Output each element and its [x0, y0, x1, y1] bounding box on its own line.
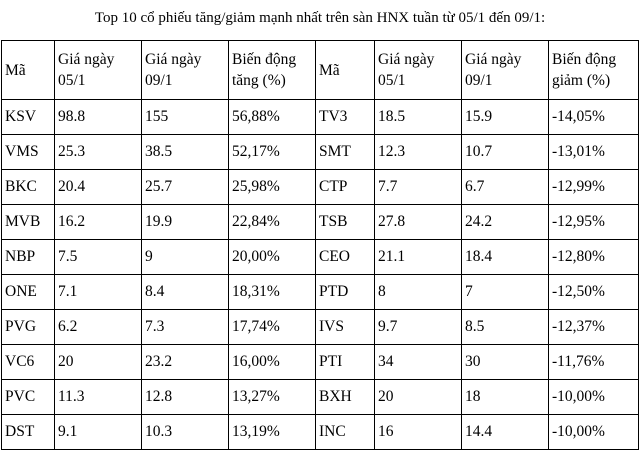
- gainer-price-0901: 19.9: [142, 205, 229, 240]
- gainer-change: 22,84%: [229, 205, 316, 240]
- gainer-change: 18,31%: [229, 275, 316, 310]
- table-row: [2, 415, 639, 450]
- gainer-code: VMS: [2, 135, 55, 170]
- loser-price-0501: 16: [375, 415, 462, 450]
- gainer-price-0901: 23.2: [142, 345, 229, 380]
- table-row: [2, 275, 639, 310]
- table-row: [2, 380, 639, 415]
- loser-change: -12,50%: [549, 275, 639, 310]
- loser-code: CEO: [316, 240, 375, 275]
- gainer-price-0901: 38.5: [142, 135, 229, 170]
- loser-price-0901: 30: [462, 345, 549, 380]
- loser-price-0501: 7.7: [375, 170, 462, 205]
- table-row: [2, 345, 639, 380]
- gainer-change: 20,00%: [229, 240, 316, 275]
- gainer-code: BKC: [2, 170, 55, 205]
- table-row: [2, 170, 639, 205]
- gainer-price-0501: 98.8: [55, 100, 142, 135]
- gainer-change: 16,00%: [229, 345, 316, 380]
- loser-code: PTD: [316, 275, 375, 310]
- loser-price-0901: 14.4: [462, 415, 549, 450]
- gainer-price-0901: 155: [142, 100, 229, 135]
- table-caption: Top 10 cổ phiếu tăng/giảm mạnh nhất trên sàn HNX tuần từ 05/1 đến 09/1:: [94, 10, 546, 26]
- table-row: [2, 100, 639, 135]
- header-line: Giá ngày: [58, 51, 115, 68]
- loser-change: -12,80%: [549, 240, 639, 275]
- gainer-price-0501: 25.3: [55, 135, 142, 170]
- loser-change: -14,05%: [549, 100, 639, 135]
- loser-code: INC: [316, 415, 375, 450]
- table-row: [2, 240, 639, 275]
- loser-price-0501: 12.3: [375, 135, 462, 170]
- header-line: tăng (%): [232, 72, 286, 89]
- loser-change: -12,37%: [549, 310, 639, 345]
- header-price-0901-gainers: [142, 41, 229, 100]
- header-line: Giá ngày: [465, 51, 522, 68]
- loser-price-0501: 27.8: [375, 205, 462, 240]
- gainer-price-0501: 20: [55, 345, 142, 380]
- loser-code: CTP: [316, 170, 375, 205]
- loser-price-0501: 8: [375, 275, 462, 310]
- header-line: 05/1: [58, 72, 86, 89]
- header-price-0901-losers: [462, 41, 549, 100]
- gainer-price-0501: 20.4: [55, 170, 142, 205]
- loser-code: TSB: [316, 205, 375, 240]
- header-row: [2, 41, 639, 100]
- loser-change: -12,99%: [549, 170, 639, 205]
- loser-price-0901: 18.4: [462, 240, 549, 275]
- gainer-change: 52,17%: [229, 135, 316, 170]
- stock-movers-table: [1, 40, 639, 450]
- table-row: [2, 205, 639, 240]
- loser-price-0501: 9.7: [375, 310, 462, 345]
- loser-price-0501: 18.5: [375, 100, 462, 135]
- header-change-down: [549, 41, 639, 100]
- loser-price-0901: 15.9: [462, 100, 549, 135]
- header-line: 09/1: [465, 72, 493, 89]
- loser-price-0901: 10.7: [462, 135, 549, 170]
- loser-code: PTI: [316, 345, 375, 380]
- loser-price-0901: 6.7: [462, 170, 549, 205]
- header-line: Giá ngày: [378, 51, 435, 68]
- gainer-price-0501: 7.5: [55, 240, 142, 275]
- header-line: 05/1: [378, 72, 406, 89]
- gainer-code: VC6: [2, 345, 55, 380]
- header-line: Biến động: [552, 51, 617, 68]
- gainer-code: KSV: [2, 100, 55, 135]
- gainer-price-0501: 7.1: [55, 275, 142, 310]
- loser-code: SMT: [316, 135, 375, 170]
- loser-price-0901: 8.5: [462, 310, 549, 345]
- gainer-change: 13,19%: [229, 415, 316, 450]
- header-change-up: [229, 41, 316, 100]
- loser-change: -11,76%: [549, 345, 639, 380]
- gainer-price-0501: 16.2: [55, 205, 142, 240]
- gainer-price-0501: 6.2: [55, 310, 142, 345]
- loser-price-0501: 20: [375, 380, 462, 415]
- loser-code: IVS: [316, 310, 375, 345]
- gainer-price-0901: 12.8: [142, 380, 229, 415]
- gainer-code: PVC: [2, 380, 55, 415]
- table-row: [2, 310, 639, 345]
- loser-price-0901: 18: [462, 380, 549, 415]
- gainer-price-0901: 25.7: [142, 170, 229, 205]
- loser-code: BXH: [316, 380, 375, 415]
- gainer-change: 56,88%: [229, 100, 316, 135]
- gainer-price-0901: 7.3: [142, 310, 229, 345]
- loser-change: -10,00%: [549, 380, 639, 415]
- gainer-change: 17,74%: [229, 310, 316, 345]
- gainer-code: NBP: [2, 240, 55, 275]
- gainer-code: ONE: [2, 275, 55, 310]
- gainer-change: 25,98%: [229, 170, 316, 205]
- header-price-0501-losers: [375, 41, 462, 100]
- loser-price-0901: 24.2: [462, 205, 549, 240]
- gainer-change: 13,27%: [229, 380, 316, 415]
- header-code-gainers: Mã: [2, 41, 55, 100]
- header-line: 09/1: [145, 72, 173, 89]
- loser-price-0501: 34: [375, 345, 462, 380]
- gainer-code: DST: [2, 415, 55, 450]
- loser-price-0901: 7: [462, 275, 549, 310]
- loser-price-0501: 21.1: [375, 240, 462, 275]
- gainer-code: PVG: [2, 310, 55, 345]
- loser-change: -12,95%: [549, 205, 639, 240]
- gainer-price-0901: 8.4: [142, 275, 229, 310]
- header-price-0501-gainers: [55, 41, 142, 100]
- gainer-price-0901: 10.3: [142, 415, 229, 450]
- loser-change: -13,01%: [549, 135, 639, 170]
- header-line: giảm (%): [552, 72, 611, 89]
- gainer-price-0501: 9.1: [55, 415, 142, 450]
- loser-change: -10,00%: [549, 415, 639, 450]
- header-line: Giá ngày: [145, 51, 202, 68]
- loser-code: TV3: [316, 100, 375, 135]
- gainer-price-0501: 11.3: [55, 380, 142, 415]
- gainer-code: MVB: [2, 205, 55, 240]
- table-row: [2, 135, 639, 170]
- header-code-losers: Mã: [316, 41, 375, 100]
- gainer-price-0901: 9: [142, 240, 229, 275]
- header-line: Biến động: [232, 51, 297, 68]
